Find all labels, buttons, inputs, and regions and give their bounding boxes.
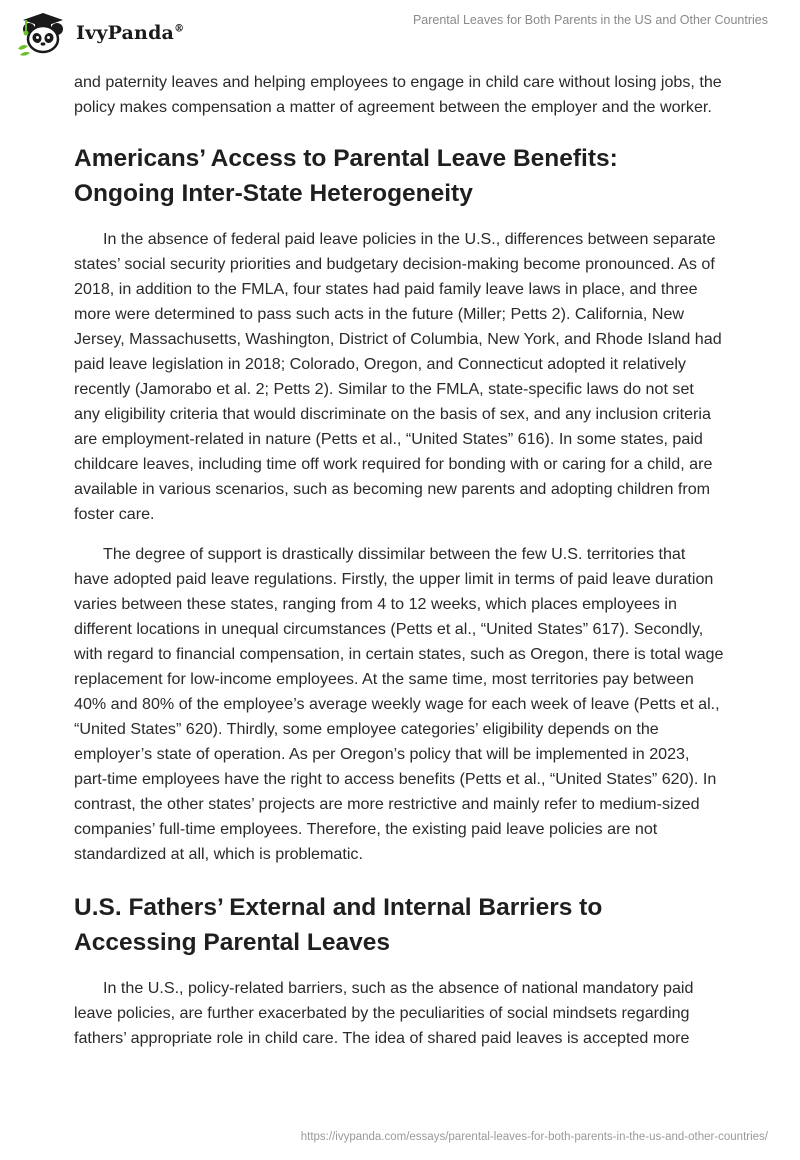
paragraph: In the absence of federal paid leave policies in the U.S., differences between separate states’ social security priorities and budgetary decision-making become pronounced. As of 2018, in addition to the FMLA, four states had paid family leave laws in place, and three more were determined to pass such acts in the future (Miller; Petts 2). California, New Jersey, Massachusetts, Washington, District of Columbia, New York, and Rhode Island had paid leave legislation in 2018; Colorado, Oregon, and Connecticut adopted it relatively recently (Jamorabo et al. 2; Petts 2). Similar to the FMLA, state-specific laws do not set any eligibility criteria that would discriminate on the basis of sex, and any inclusion criteria are employment-related in nature (Petts et al., “United States” 616). In some states, paid childcare leaves, including time off work required for bonding with or caring for a child, are available in various scenarios, such as becoming new parents and adopting children from foster care. [74, 230, 722, 523]
paragraph: The degree of support is drastically dissimilar between the few U.S. territories that have adopted paid leave regulations. Firstly, the upper limit in terms of paid leave duration varies between these states, ranging from 4 to 12 weeks, which places employees in different locations in unequal circumstances (Petts et al., “United States” 617). Secondly, with regard to financial compensation, in certain states, such as Oregon, there is total wage replacement for low-income employees. At the same time, most territories pay between 40% and 80% of the employee’s average weekly wage for each week of leave (Petts et al., “United States” 620). Thirdly, some employee categories’ eligibility depends on the employer’s state of operation. As per Oregon’s policy that will be implemented in 2023, part-time employees have the right to access benefits (Petts et al., “United States” 620). In contrast, the other states’ projects are more restrictive and mainly refer to medium-sized companies’ full-time employees. Therefore, the existing paid leave policies are not standardized at all, which is problematic. [74, 545, 724, 863]
article-body [74, 70, 724, 1051]
page-url[interactable]: https://ivypanda.com/essays/parental-leaves-for-both-parents-in-the-us-and-other-countries/ [300, 1131, 768, 1143]
brand-name: IvyPanda® [76, 22, 185, 44]
page-header [0, 0, 800, 70]
section-heading-access: Americans’ Access to Parental Leave Benefits: Ongoing Inter-State Heterogeneity [74, 145, 618, 207]
panda-graduate-icon [16, 9, 72, 57]
section-heading-barriers: U.S. Fathers’ External and Internal Barriers to Accessing Parental Leaves [74, 894, 603, 956]
brand-logo[interactable] [16, 9, 184, 57]
intro-paragraph: and paternity leaves and helping employees to engage in child care without losing jobs, the policy makes compensation a matter of agreement between the employer and the worker. [74, 73, 722, 116]
paragraph: In the U.S., policy-related barriers, such as the absence of national mandatory paid leave policies, are further exacerbated by the peculiarities of social mindsets regarding fathers’ appropriate role in child care. The idea of shared paid leaves is accepted more [74, 979, 694, 1047]
document-title: Parental Leaves for Both Parents in the US and Other Countries [412, 13, 768, 27]
